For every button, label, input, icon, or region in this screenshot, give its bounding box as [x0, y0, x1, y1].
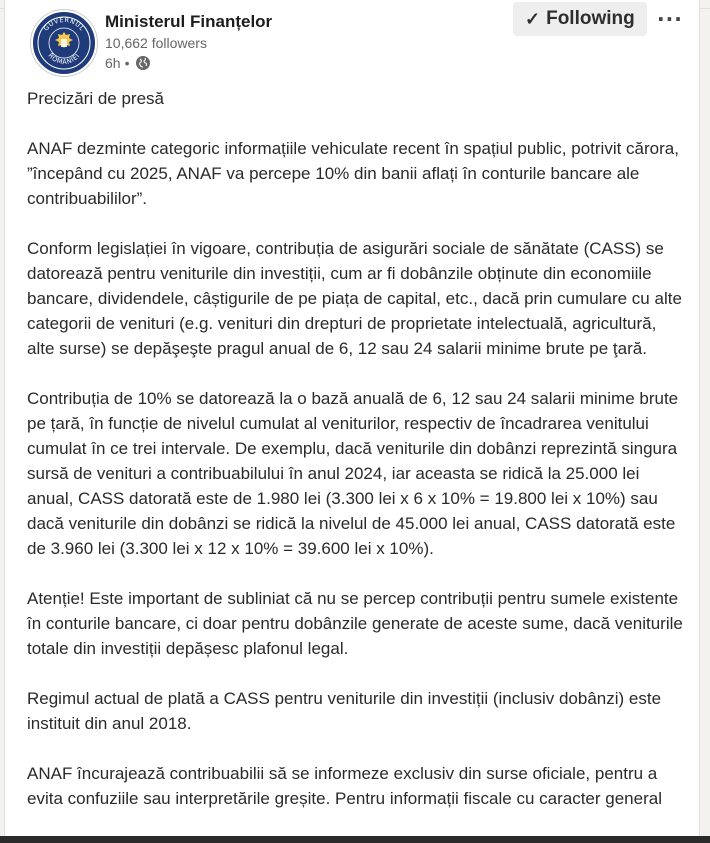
- globe-icon: [135, 55, 151, 71]
- post-heading: Precizări de presă: [27, 89, 165, 108]
- author-name[interactable]: Ministerul Finanțelor: [105, 12, 273, 31]
- avatar-text-top: GUVERNUL: [41, 15, 87, 33]
- bottom-bar: [0, 836, 710, 843]
- author-info: [105, 12, 272, 73]
- more-options-button[interactable]: ···: [651, 2, 685, 36]
- post-paragraph: Atenție! Este important de subliniat că nu se percep contribuții pentru sumele existente în conturile bancare, ci doar pentru dobânzile generate de aceste sume, dacă veniturile totale din investiții depășesc plafonul legal.: [27, 589, 683, 658]
- post-body: [27, 86, 687, 836]
- following-label: Following: [546, 8, 635, 29]
- post-paragraph: ANAF încurajează contribuabilii să se informeze exclusiv din surse oficiale, pentru a evita confuziile sau interpretările greșite. Pentru informații fiscale cu caracter general: [27, 764, 662, 808]
- author-avatar[interactable]: [31, 10, 97, 76]
- meta-separator: •: [124, 55, 130, 71]
- follower-count: 10,662 followers: [105, 35, 207, 51]
- post-paragraph: Conform legislației în vigoare, contribuția de asigurări sociale de sănătate (CASS) se datorează pentru veniturile din investiții, cum ar fi dobânzile obținute din economiile bancare, dividendele, câștigurile de pe piața de capital, etc., dacă prin cumulare cu alte categorii de venituri (e.g. venituri din drepturi de proprietate intelectuală, agricultură, alte surse) se depăşeşte pragul anual de 6, 12 sau 24 salarii minime brute pe ţară.: [27, 239, 682, 358]
- post-paragraph: Contribuția de 10% se datorează la o bază anuală de 6, 12 sau 24 salarii minime brute pe țară, în funcție de nivelul cumulat al veniturilor, respectiv de încadrarea venitului cumulat în ce trei intervale. De exemplu, dacă veniturile din dobânzi reprezintă singura sursă de venituri a contribuabilului în anul 2024, iar aceasta se ridică la 25.000 lei anual, CASS datorată este de 1.980 lei (3.300 lei x 6 x 10% = 19.800 lei x 10%) sau dacă veniturile din dobânzi se ridică la nivelul de 45.000 lei anual, CASS datorată este de 3.960 lei (3.300 lei x 12 x 10% = 39.600 lei x 10%).: [27, 389, 679, 558]
- government-seal-icon: [33, 12, 95, 74]
- post-paragraph: Regimul actual de plată a CASS pentru veniturile din investiții (inclusiv dobânzi) este instituit din anul 2018.: [27, 689, 662, 733]
- following-button[interactable]: [513, 2, 647, 36]
- check-icon: ✓: [525, 9, 541, 29]
- post-card: [4, 0, 700, 836]
- post-header: [31, 8, 691, 74]
- avatar-text-bottom: ROMÂNIEI: [46, 51, 82, 67]
- post-time: 6h: [105, 55, 121, 71]
- post-meta: [105, 53, 272, 73]
- post-paragraph: ANAF dezminte categoric informațiile vehiculate recent în spațiul public, potrivit cărora, ”începând cu 2025, ANAF va percepe 10% din banii aflați în conturile bancare ale contribuabililor”.: [27, 139, 679, 208]
